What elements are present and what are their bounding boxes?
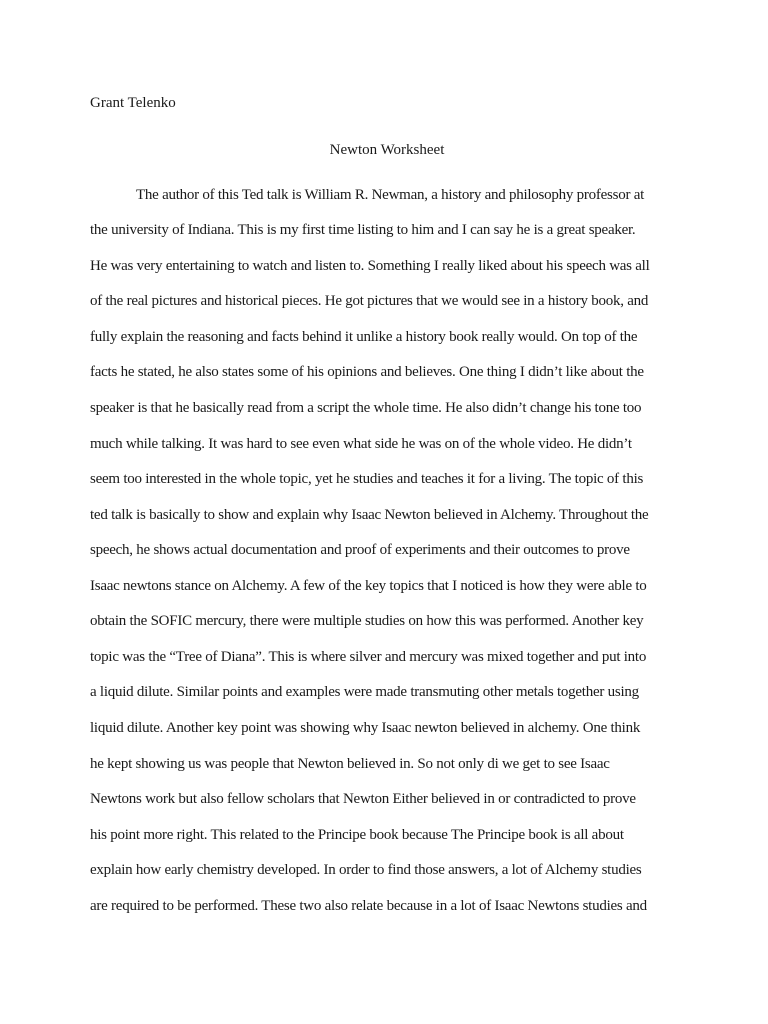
text-line: Isaac newtons stance on Alchemy. A few of the key topics that I noticed is how they were able to	[90, 578, 647, 594]
text-line: the university of Indiana. This is my first time listing to him and I can say he is a great speaker.	[90, 222, 636, 238]
text-line: much while talking. It was hard to see even what side he was on of the whole video. He didn’t	[90, 436, 632, 452]
text-line: his point more right. This related to the Principe book because The Principe book is all about	[90, 827, 624, 843]
text-line: fully explain the reasoning and facts behind it unlike a history book really would. On top of the	[90, 329, 638, 345]
text-line: facts he stated, he also states some of his opinions and believes. One thing I didn’t like about the	[90, 364, 644, 380]
text-line: topic was the “Tree of Diana”. This is where silver and mercury was mixed together and put into	[90, 649, 647, 665]
document-title: Newton Worksheet	[329, 142, 445, 158]
text-line: are required to be performed. These two also relate because in a lot of Isaac Newtons studies and	[90, 898, 647, 914]
text-line: speaker is that he basically read from a script the whole time. He also didn’t change his tone too	[90, 400, 642, 416]
text-line: seem too interested in the whole topic, yet he studies and teaches it for a living. The topic of this	[90, 471, 644, 487]
text-line: of the real pictures and historical pieces. He got pictures that we would see in a history book, and	[90, 293, 649, 309]
text-line: ted talk is basically to show and explain why Isaac Newton believed in Alchemy. Throughout the	[90, 507, 649, 523]
text-line: obtain the SOFIC mercury, there were multiple studies on how this was performed. Another key	[90, 613, 644, 629]
text-line: a liquid dilute. Similar points and examples were made transmuting other metals together using	[90, 684, 639, 700]
text-line: He was very entertaining to watch and listen to. Something I really liked about his speech was all	[90, 258, 650, 274]
text-line: The author of this Ted talk is William R. Newman, a history and philosophy professor at	[136, 187, 645, 203]
text-line: speech, he shows actual documentation and proof of experiments and their outcomes to prove	[90, 542, 630, 558]
text-line: Newtons work but also fellow scholars that Newton Either believed in or contradicted to prove	[90, 791, 636, 807]
author-name: Grant Telenko	[90, 95, 176, 111]
text-line: liquid dilute. Another key point was showing why Isaac newton believed in alchemy. One think	[90, 720, 641, 736]
text-line: he kept showing us was people that Newton believed in. So not only di we get to see Isaac	[90, 756, 610, 772]
text-line: explain how early chemistry developed. In order to find those answers, a lot of Alchemy studies	[90, 862, 642, 878]
